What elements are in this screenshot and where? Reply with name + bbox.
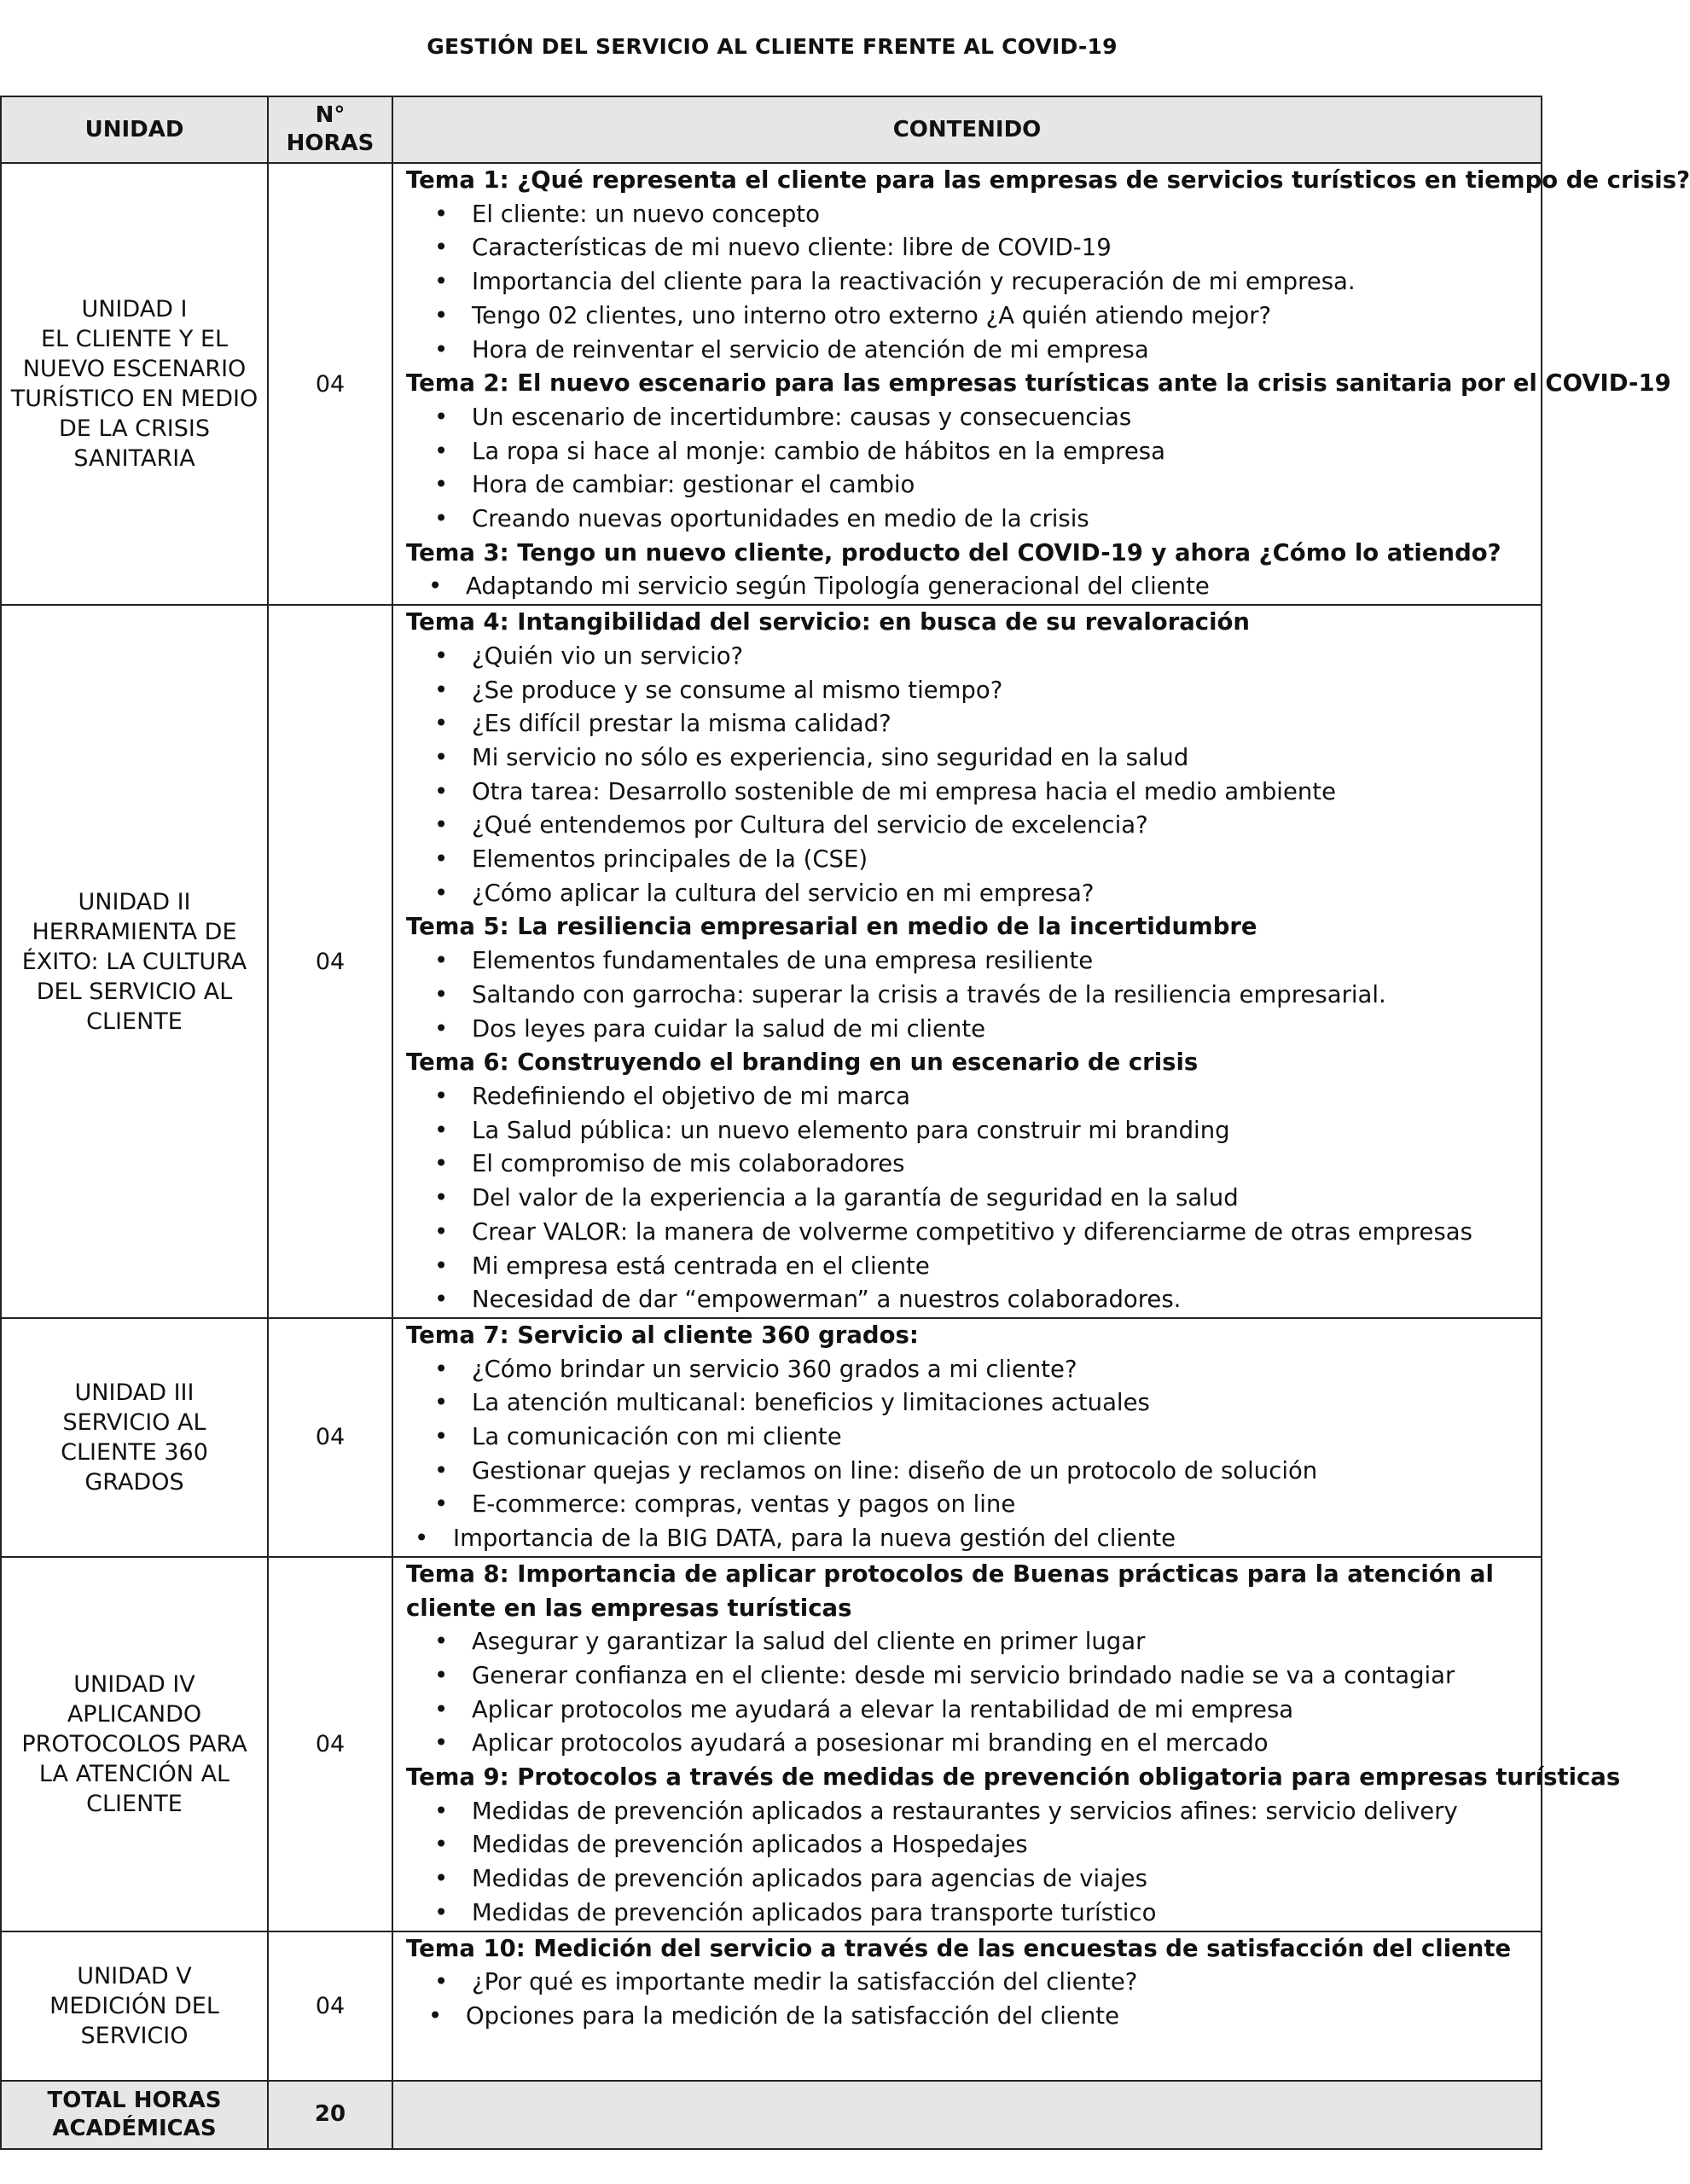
header-hours-line1: N° [315, 102, 346, 128]
unit-name-line: MEDICIÓN DEL [49, 1992, 219, 2019]
unit-name-line: SERVICIO [80, 2022, 189, 2049]
topic-item: • Importancia de la BIG DATA, para la nueva gestión del cliente [406, 1522, 1541, 1556]
topic-item: • Hora de cambiar: gestionar el cambio [406, 468, 1541, 502]
topic-item: • El cliente: un nuevo concepto [406, 198, 1541, 232]
unit-name [1, 1557, 268, 1931]
unit-name-line: CLIENTE 360 [61, 1438, 208, 1466]
unit-name-line: CLIENTE [86, 1790, 183, 1817]
topic-item: • ¿Qué entendemos por Cultura del servicio de excelencia? [406, 809, 1541, 843]
unit-content [392, 1318, 1542, 1557]
unit-name [1, 1318, 268, 1557]
topic-title: Tema 3: Tengo un nuevo cliente, producto del COVID-19 y ahora ¿Cómo lo atiendo? [406, 538, 1501, 566]
unit-name-line: GRADOS [84, 1468, 184, 1496]
unit-name-line: TURÍSTICO EN MEDIO [10, 386, 258, 413]
topic-item: • Aplicar protocolos me ayudará a elevar la rentabilidad de mi empresa [406, 1693, 1541, 1728]
unit-name-line: ÉXITO: LA CULTURA [21, 948, 247, 975]
topic-item: • Opciones para la medición de la satisfacción del cliente [406, 2000, 1541, 2034]
topic-item: • E-commerce: compras, ventas y pagos on line [406, 1488, 1541, 1522]
total-label-line2: ACADÉMICAS [52, 2115, 217, 2141]
total-row [1, 2081, 1542, 2149]
topic-item: • Características de mi nuevo cliente: libre de COVID-19 [406, 231, 1541, 265]
total-empty [392, 2081, 1542, 2149]
unit-name-line: DE LA CRISIS [59, 415, 210, 443]
unit-hours: 04 [268, 1557, 392, 1931]
topic-item: • Medidas de prevención aplicados para transporte turístico [406, 1896, 1541, 1931]
topic-title: Tema 1: ¿Qué representa el cliente para las empresas de servicios turísticos en tiempo de crisis? [406, 166, 1690, 194]
topic-item: • Crear VALOR: la manera de volverme competitivo y diferenciarme de otras empresas [406, 1216, 1541, 1250]
topic-item: • Dos leyes para cuidar la salud de mi cliente [406, 1013, 1541, 1047]
topic-item: • Elementos principales de la (CSE) [406, 843, 1541, 877]
unit-hours: 04 [268, 1318, 392, 1557]
topic-item: • La Salud pública: un nuevo elemento para construir mi branding [406, 1114, 1541, 1148]
topic-item: • ¿Es difícil prestar la misma calidad? [406, 707, 1541, 741]
topic-item: • Asegurar y garantizar la salud del cliente en primer lugar [406, 1625, 1541, 1659]
document-title: GESTIÓN DEL SERVICIO AL CLIENTE FRENTE AL COVID-19 [427, 34, 1118, 59]
topic-item: • Creando nuevas oportunidades en medio de la crisis [406, 502, 1541, 537]
unit-name [1, 1931, 268, 2081]
topic-title: Tema 10: Medición del servicio a través de las encuestas de satisfacción del cliente [406, 1934, 1512, 1962]
topic-item: • ¿Cómo brindar un servicio 360 grados a mi cliente? [406, 1353, 1541, 1387]
unit-name-line: LA ATENCIÓN AL [38, 1760, 230, 1787]
unit-hours: 04 [268, 605, 392, 1318]
table-header-row [1, 96, 1542, 163]
unit-name [1, 163, 268, 605]
topic-item: • El compromiso de mis colaboradores [406, 1147, 1541, 1182]
unit-name-line: HERRAMIENTA DE [32, 918, 237, 945]
topic-item: • Otra tarea: Desarrollo sostenible de mi empresa hacia el medio ambiente [406, 775, 1541, 810]
topic-item: • Gestionar quejas y reclamos on line: diseño de un protocolo de solución [406, 1455, 1541, 1489]
topic-title: Tema 9: Protocolos a través de medidas de prevención obligatoria para empresas turísticas [406, 1763, 1621, 1792]
topic-item: • Adaptando mi servicio según Tipología generacional del cliente [406, 570, 1541, 604]
topic-item: • Medidas de prevención aplicados a restaurantes y servicios afines: servicio delivery [406, 1795, 1541, 1829]
topic-item: • Importancia del cliente para la reactivación y recuperación de mi empresa. [406, 265, 1541, 299]
unit-content [392, 1931, 1542, 2081]
unit-name-line: PROTOCOLOS PARA [21, 1730, 247, 1757]
topic-item: • Un escenario de incertidumbre: causas y consecuencias [406, 401, 1541, 435]
topic-item: • Elementos fundamentales de una empresa resiliente [406, 944, 1541, 979]
unit-row [1, 1318, 1542, 1557]
unit-row [1, 1931, 1542, 2081]
unit-content [392, 163, 1690, 605]
unit-name-line: UNIDAD V [77, 1962, 192, 1989]
topic-item: • ¿Se produce y se consume al mismo tiempo? [406, 674, 1541, 708]
topic-item: • Aplicar protocolos ayudará a posesionar mi branding en el mercado [406, 1727, 1541, 1761]
unit-name-line: DEL SERVICIO AL [36, 978, 233, 1005]
unit-hours: 04 [268, 1931, 392, 2081]
topic-title: Tema 8: Importancia de aplicar protocolos de Buenas prácticas para la atención al cliente en las empresas turísticas [406, 1560, 1494, 1622]
topic-item: • La ropa si hace al monje: cambio de hábitos en la empresa [406, 435, 1541, 469]
total-label-line1: TOTAL HORAS [47, 2087, 222, 2113]
unit-name-line: SERVICIO AL [62, 1409, 206, 1436]
topic-title: Tema 4: Intangibilidad del servicio: en busca de su revaloración [406, 608, 1251, 636]
topic-item: • Saltando con garrocha: superar la crisis a través de la resiliencia empresarial. [406, 979, 1541, 1013]
unit-row [1, 163, 1542, 605]
unit-name-line: APLICANDO [67, 1700, 202, 1728]
topic-item: • La comunicación con mi cliente [406, 1420, 1541, 1455]
unit-name-line: UNIDAD III [74, 1379, 195, 1406]
topic-item: • Tengo 02 clientes, uno interno otro externo ¿A quién atiendo mejor? [406, 299, 1541, 334]
topic-title: Tema 7: Servicio al cliente 360 grados: [406, 1321, 919, 1349]
unit-row [1, 605, 1542, 1318]
topic-item: • Medidas de prevención aplicados para agencias de viajes [406, 1862, 1541, 1896]
header-content: CONTENIDO [392, 96, 1542, 163]
syllabus-table [0, 96, 1690, 2150]
unit-content [392, 605, 1542, 1318]
topic-item: • ¿Por qué es importante medir la satisfacción del cliente? [406, 1966, 1541, 2000]
topic-title: Tema 6: Construyendo el branding en un escenario de crisis [406, 1048, 1199, 1077]
unit-name-line: CLIENTE [86, 1008, 183, 1035]
topic-item: • Mi empresa está centrada en el cliente [406, 1250, 1541, 1284]
unit-name-line: UNIDAD I [81, 296, 188, 323]
total-hours: 20 [268, 2081, 392, 2149]
topic-item: • Necesidad de dar “empowerman” a nuestros colaboradores. [406, 1283, 1541, 1317]
unit-name [1, 605, 268, 1318]
unit-hours: 04 [268, 163, 392, 605]
topic-item: • Redefiniendo el objetivo de mi marca [406, 1080, 1541, 1114]
header-hours-line2: HORAS [286, 131, 375, 156]
topic-title: Tema 5: La resiliencia empresarial en medio de la incertidumbre [406, 913, 1257, 941]
header-unit: UNIDAD [1, 96, 268, 163]
unit-name-line: EL CLIENTE Y EL [40, 326, 229, 353]
unit-name-line: NUEVO ESCENARIO [22, 356, 247, 383]
topic-item: • ¿Cómo aplicar la cultura del servicio en mi empresa? [406, 877, 1541, 911]
header-hours [268, 96, 392, 163]
topic-item: • Medidas de prevención aplicados a Hospedajes [406, 1828, 1541, 1862]
total-label [1, 2081, 268, 2149]
topic-title: Tema 2: El nuevo escenario para las empresas turísticas ante la crisis sanitaria por el COVID-19 [406, 369, 1671, 398]
topic-item: • ¿Quién vio un servicio? [406, 640, 1541, 674]
topic-item: • Generar confianza en el cliente: desde mi servicio brindado nadie se va a contagiar [406, 1659, 1541, 1693]
unit-row [1, 1557, 1542, 1931]
unit-name-line: UNIDAD IV [73, 1670, 195, 1698]
topic-item: • Del valor de la experiencia a la garantía de seguridad en la salud [406, 1182, 1541, 1216]
unit-name-line: UNIDAD II [78, 888, 191, 915]
unit-content [392, 1557, 1621, 1931]
unit-name-line: SANITARIA [73, 445, 195, 473]
topic-item: • Hora de reinventar el servicio de atención de mi empresa [406, 334, 1541, 368]
topic-item: • Mi servicio no sólo es experiencia, sino seguridad en la salud [406, 741, 1541, 775]
topic-item: • La atención multicanal: beneficios y limitaciones actuales [406, 1386, 1541, 1420]
